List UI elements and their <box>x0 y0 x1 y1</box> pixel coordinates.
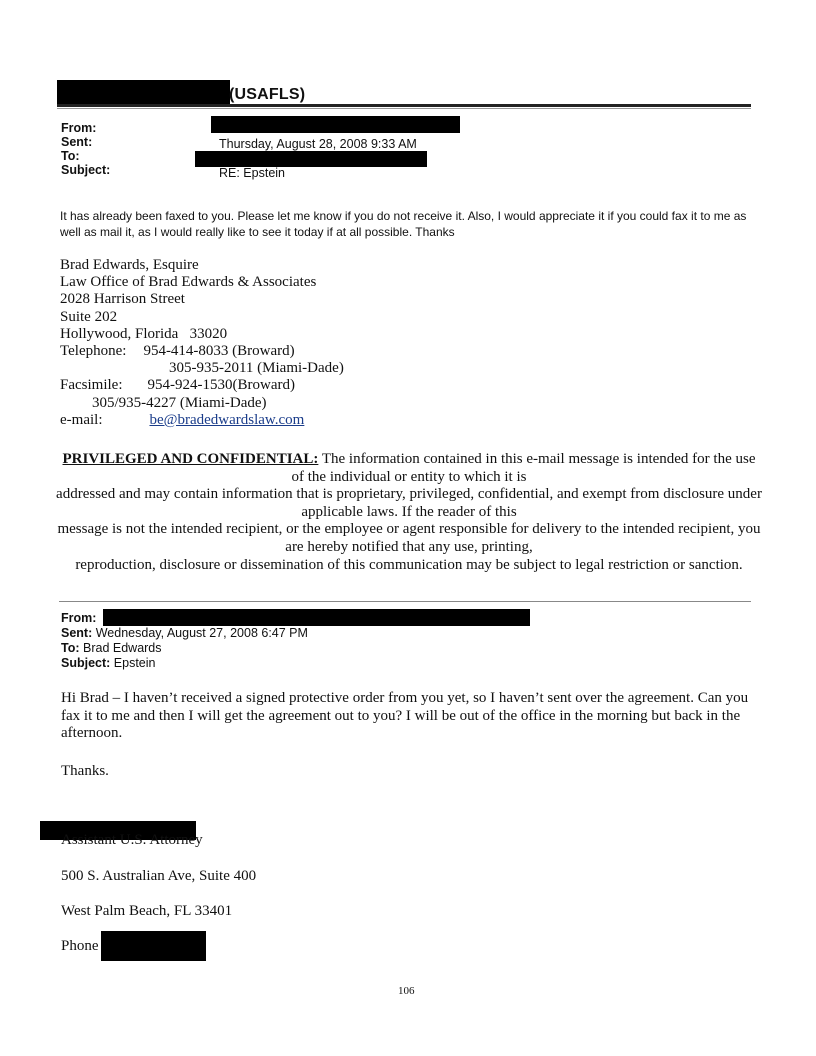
privileged-notice <box>55 451 763 574</box>
earlier-from-label: From: <box>61 611 97 625</box>
sig-email-row <box>60 412 344 429</box>
header-rule <box>57 104 751 107</box>
redaction-to <box>195 151 427 167</box>
sig-street: 2028 Harrison Street <box>60 291 185 308</box>
sig-tel1: 954-414-8033 (Broward) <box>143 343 295 360</box>
privileged-line-2: addressed and may contain information that is proprietary, privileged, confidential, and exempt from disclosure under applicable laws. If the reader of this <box>56 486 762 520</box>
sig-fax-row <box>60 377 344 394</box>
sig-tel2: 305-935-2011 (Miami-Dade) <box>169 360 344 377</box>
earlier-subject-row <box>61 656 156 670</box>
sig-telephone-row-2 <box>60 360 344 377</box>
privileged-line-1: The information contained in this e-mail message is intended for the use of the individual or entity to which it is <box>291 451 756 485</box>
from-label: From: <box>61 121 97 135</box>
redaction-earlier-from <box>103 609 530 626</box>
earlier-message-body: Hi Brad – I haven’t received a signed protective order from you yet, so I haven’t sent over the agreement. Can you fax it to me and then I will get the agreement out to you? I will be out of the office in the morning but back in the afternoon. <box>61 690 749 741</box>
earlier-subject-label: Subject: <box>61 656 111 670</box>
sig-firm: Law Office of Brad Edwards & Associates <box>60 274 317 291</box>
header-rule-thin <box>57 108 751 109</box>
earlier-from-row <box>61 611 96 625</box>
earlier-address-1: 500 S. Australian Ave, Suite 400 <box>61 868 257 884</box>
sender-org: (USAFLS) <box>229 86 306 103</box>
sig-fax2: 305/935-4227 (Miami-Dade) <box>92 394 267 411</box>
signature-block <box>60 257 344 429</box>
privileged-heading: PRIVILEGED AND CONFIDENTIAL: <box>62 451 319 467</box>
sig-suite: Suite 202 <box>60 308 118 325</box>
sig-name: Brad Edwards, Esquire <box>60 257 199 273</box>
earlier-sent-row <box>61 626 308 640</box>
earlier-thanks: Thanks. <box>61 763 109 779</box>
earlier-message-rule <box>59 601 751 602</box>
redaction-sender-name <box>57 80 230 106</box>
subject-value: RE: Epstein <box>219 166 286 180</box>
sig-email-link[interactable]: be@bradedwardslaw.com <box>149 411 305 428</box>
earlier-sent-value: Wednesday, August 27, 2008 6:47 PM <box>95 626 308 640</box>
sig-telephone-row <box>60 343 344 360</box>
to-label: To: <box>61 149 80 163</box>
earlier-to-row <box>61 641 162 655</box>
message-body: It has already been faxed to you. Please let me know if you do not receive it. Also, I would appreciate it if you could fax it to me as well as mail it, as I would really like to see it today if at all possible. Thanks <box>60 209 747 239</box>
earlier-to-label: To: <box>61 641 80 655</box>
earlier-to-value: Brad Edwards <box>83 641 162 655</box>
redaction-phone <box>101 931 206 961</box>
page-number: 106 <box>398 985 415 997</box>
earlier-title: Assistant U.S. Attorney <box>61 832 203 848</box>
earlier-subject-value: Epstein <box>113 656 156 670</box>
earlier-phone-label: Phone <box>61 938 99 954</box>
sig-tel-label: Telephone: <box>60 343 127 360</box>
sig-email-label: e-mail: <box>60 411 103 428</box>
sig-fax1: 954-924-1530(Broward) <box>147 377 295 394</box>
sent-value: Thursday, August 28, 2008 9:33 AM <box>219 137 417 151</box>
sig-fax-label: Facsimile: <box>60 377 123 394</box>
sig-city: Hollywood, Florida 33020 <box>60 325 228 342</box>
sent-label: Sent: <box>61 135 93 149</box>
subject-label: Subject: <box>61 163 111 177</box>
earlier-address-2: West Palm Beach, FL 33401 <box>61 903 233 919</box>
sig-fax-row-2 <box>60 395 344 412</box>
privileged-line-4: reproduction, disclosure or dissemination of this communication may be subject to legal restriction or sanction. <box>75 556 743 573</box>
privileged-line-3: message is not the intended recipient, or the employee or agent responsible for delivery to the intended recipient, you are hereby notified that any use, printing, <box>57 521 761 555</box>
earlier-sent-label: Sent: <box>61 626 93 640</box>
redaction-from <box>211 116 460 133</box>
